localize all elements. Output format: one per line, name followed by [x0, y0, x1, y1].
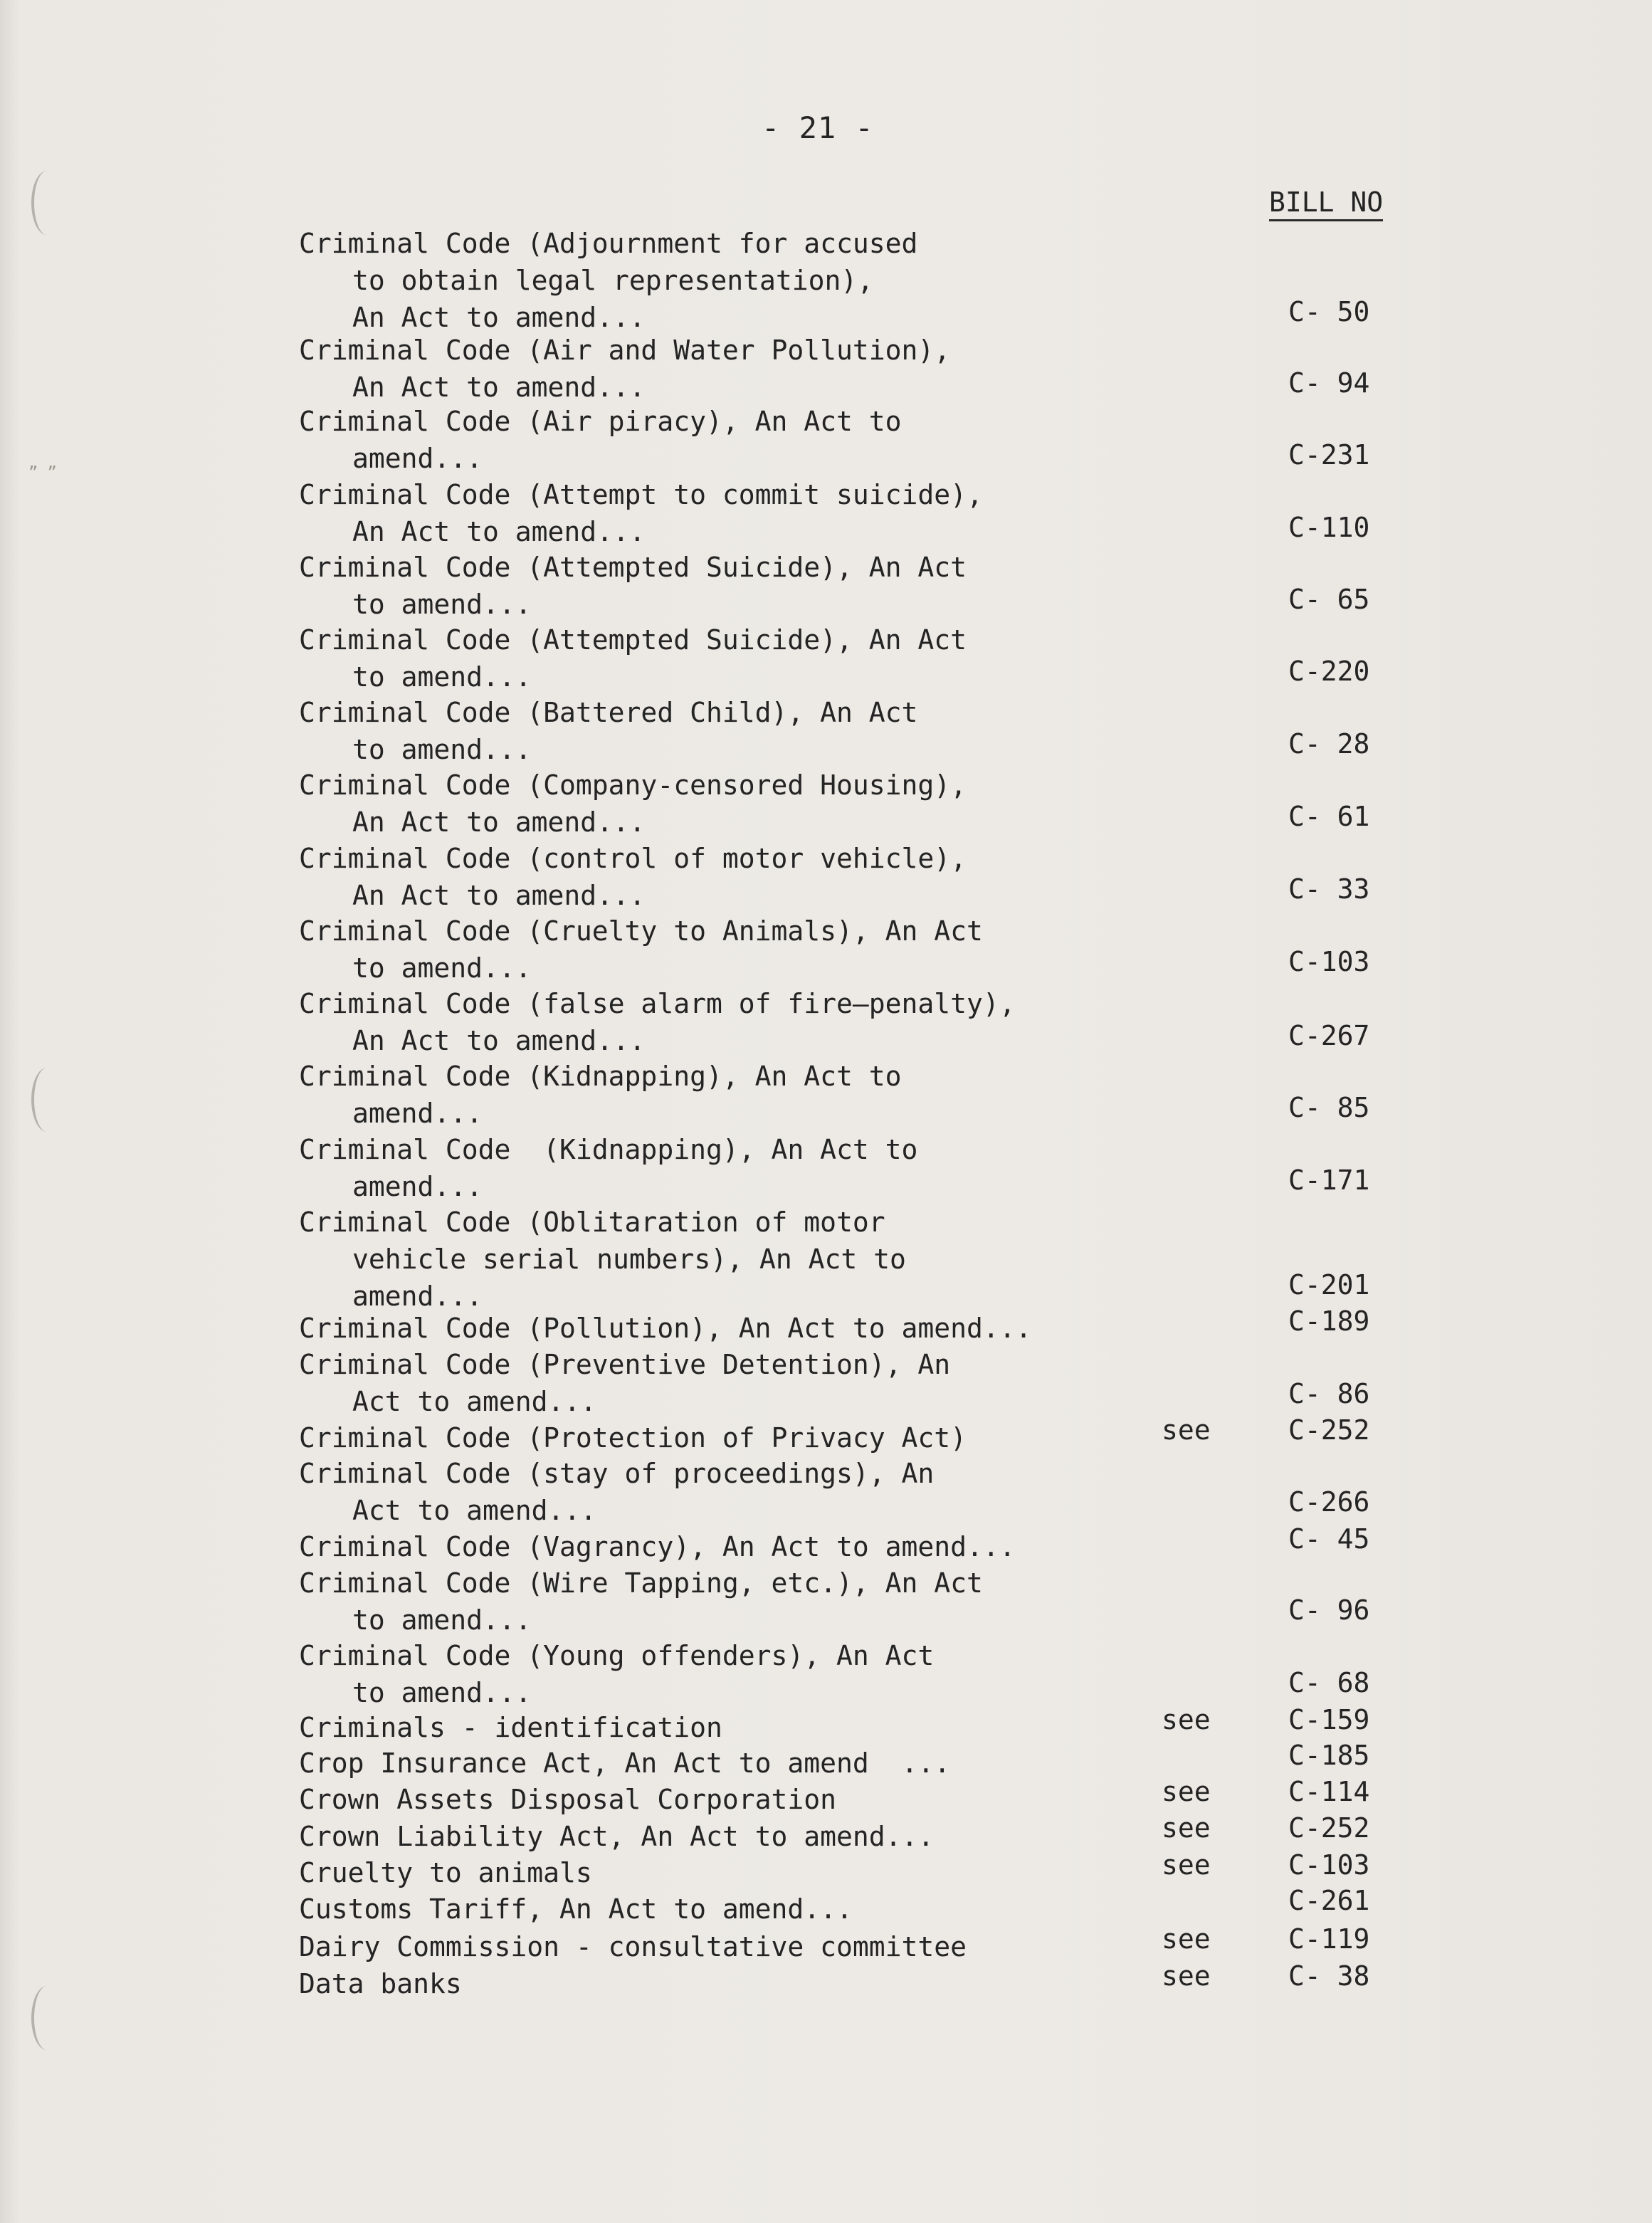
bill-number: C- 28 [1288, 728, 1370, 760]
stray-mark: ” ” [28, 464, 57, 482]
bill-number: C-119 [1288, 1923, 1370, 1955]
entry-title: Criminal Code (Attempt to commit suicide), [299, 479, 983, 510]
entry-title: Criminal Code (Protection of Privacy Act) [299, 1422, 967, 1454]
entry-title: Customs Tariff, An Act to amend... [299, 1893, 853, 1925]
entry-continuation: An Act to amend... [352, 302, 646, 333]
bill-number: C-103 [1288, 1849, 1370, 1881]
see-reference: see [1162, 1960, 1211, 1992]
entry-continuation: An Act to amend... [352, 372, 646, 403]
entry-continuation: An Act to amend... [352, 806, 646, 838]
entry-continuation: Act to amend... [352, 1386, 597, 1417]
see-reference: see [1162, 1923, 1211, 1955]
binding-hole-mark [31, 1068, 63, 1132]
entry-title: Criminal Code (Pollution), An Act to amend... [299, 1313, 1032, 1344]
bill-number: C-171 [1288, 1165, 1370, 1196]
entry-title: Criminal Code (Wire Tapping, etc.), An Act [299, 1567, 983, 1599]
entry-title: Criminal Code (Adjournment for accused [299, 228, 918, 259]
entry-continuation: to obtain legal representation), [352, 265, 874, 296]
entry-title: Crown Liability Act, An Act to amend... [299, 1821, 935, 1852]
entry-title: Criminal Code (Battered Child), An Act [299, 697, 918, 728]
bill-number: C-261 [1288, 1885, 1370, 1916]
bill-number: C-185 [1288, 1740, 1370, 1771]
entry-continuation: An Act to amend... [352, 880, 646, 911]
entry-continuation: to amend... [352, 952, 532, 984]
entry-continuation: to amend... [352, 734, 532, 765]
bill-number: C-103 [1288, 946, 1370, 977]
bill-number: C-201 [1288, 1269, 1370, 1300]
bill-number: C-231 [1288, 439, 1370, 471]
entry-title: Criminal Code (Preventive Detention), An [299, 1349, 951, 1380]
bill-number: C- 68 [1288, 1667, 1370, 1698]
bill-number: C- 45 [1288, 1523, 1370, 1555]
bill-number: C- 86 [1288, 1378, 1370, 1409]
binding-hole-mark [31, 171, 63, 235]
entry-continuation: amend... [352, 1281, 483, 1312]
bill-number: C-252 [1288, 1812, 1370, 1844]
entry-continuation: to amend... [352, 1677, 532, 1708]
entry-title: Dairy Commission - consultative committee [299, 1931, 967, 1962]
bill-number: C- 96 [1288, 1594, 1370, 1626]
bill-number: C-189 [1288, 1305, 1370, 1337]
see-reference: see [1162, 1704, 1211, 1735]
bill-number: C-114 [1288, 1776, 1370, 1807]
bill-number: C-220 [1288, 656, 1370, 687]
entry-continuation: amend... [352, 1171, 483, 1202]
entry-title: Criminal Code (Company-censored Housing), [299, 769, 967, 801]
entry-title: Criminal Code (Attempted Suicide), An Act [299, 552, 967, 583]
entry-continuation: to amend... [352, 1604, 532, 1636]
entry-continuation: An Act to amend... [352, 516, 646, 547]
entry-title: Crop Insurance Act, An Act to amend ... [299, 1748, 951, 1779]
see-reference: see [1162, 1414, 1211, 1446]
see-reference: see [1162, 1849, 1211, 1881]
bill-number: C-266 [1288, 1486, 1370, 1518]
entry-title: Criminal Code (Air piracy), An Act to [299, 406, 902, 437]
entry-title: Criminal Code (Oblitaration of motor [299, 1207, 885, 1238]
entry-title: Criminals - identification [299, 1712, 722, 1743]
entry-title: Criminal Code (stay of proceedings), An [299, 1458, 935, 1489]
entry-title: Criminal Code (Cruelty to Animals), An Act [299, 915, 983, 947]
bill-number: C- 50 [1288, 296, 1370, 327]
bill-number: C-110 [1288, 512, 1370, 543]
bill-number: C- 85 [1288, 1092, 1370, 1123]
entry-title: Criminal Code (Young offenders), An Act [299, 1640, 935, 1671]
entry-title: Data banks [299, 1968, 462, 1999]
entry-title: Criminal Code (Kidnapping), An Act to [299, 1134, 918, 1165]
entry-continuation: to amend... [352, 661, 532, 693]
bill-number: C- 38 [1288, 1960, 1370, 1992]
entry-title: Crown Assets Disposal Corporation [299, 1784, 836, 1815]
bill-number: C-252 [1288, 1414, 1370, 1446]
entry-continuation: vehicle serial numbers), An Act to [352, 1244, 906, 1275]
see-reference: see [1162, 1812, 1211, 1844]
entry-continuation: An Act to amend... [352, 1025, 646, 1056]
bill-number: C-159 [1288, 1704, 1370, 1735]
see-reference: see [1162, 1776, 1211, 1807]
entry-title: Cruelty to animals [299, 1857, 592, 1888]
entry-continuation: amend... [352, 443, 483, 474]
entry-title: Criminal Code (false alarm of fire—penalty), [299, 988, 1016, 1019]
bill-number: C-267 [1288, 1020, 1370, 1051]
binding-hole-mark [31, 1986, 63, 2050]
entry-continuation: Act to amend... [352, 1495, 597, 1526]
bill-number: C- 33 [1288, 873, 1370, 905]
entry-continuation: to amend... [352, 589, 532, 620]
page-number: - 21 - [762, 110, 874, 145]
entry-title: Criminal Code (Attempted Suicide), An Act [299, 624, 967, 656]
entry-title: Criminal Code (Air and Water Pollution), [299, 335, 951, 366]
entry-continuation: amend... [352, 1098, 483, 1129]
entry-title: Criminal Code (Kidnapping), An Act to [299, 1061, 902, 1092]
bill-number: C- 65 [1288, 584, 1370, 615]
bill-number: C- 61 [1288, 801, 1370, 832]
entry-title: Criminal Code (control of motor vehicle), [299, 843, 967, 874]
bill-number: C- 94 [1288, 367, 1370, 399]
entry-title: Criminal Code (Vagrancy), An Act to amend... [299, 1531, 1016, 1562]
bill-number-column-header: BILL NO [1269, 186, 1383, 221]
